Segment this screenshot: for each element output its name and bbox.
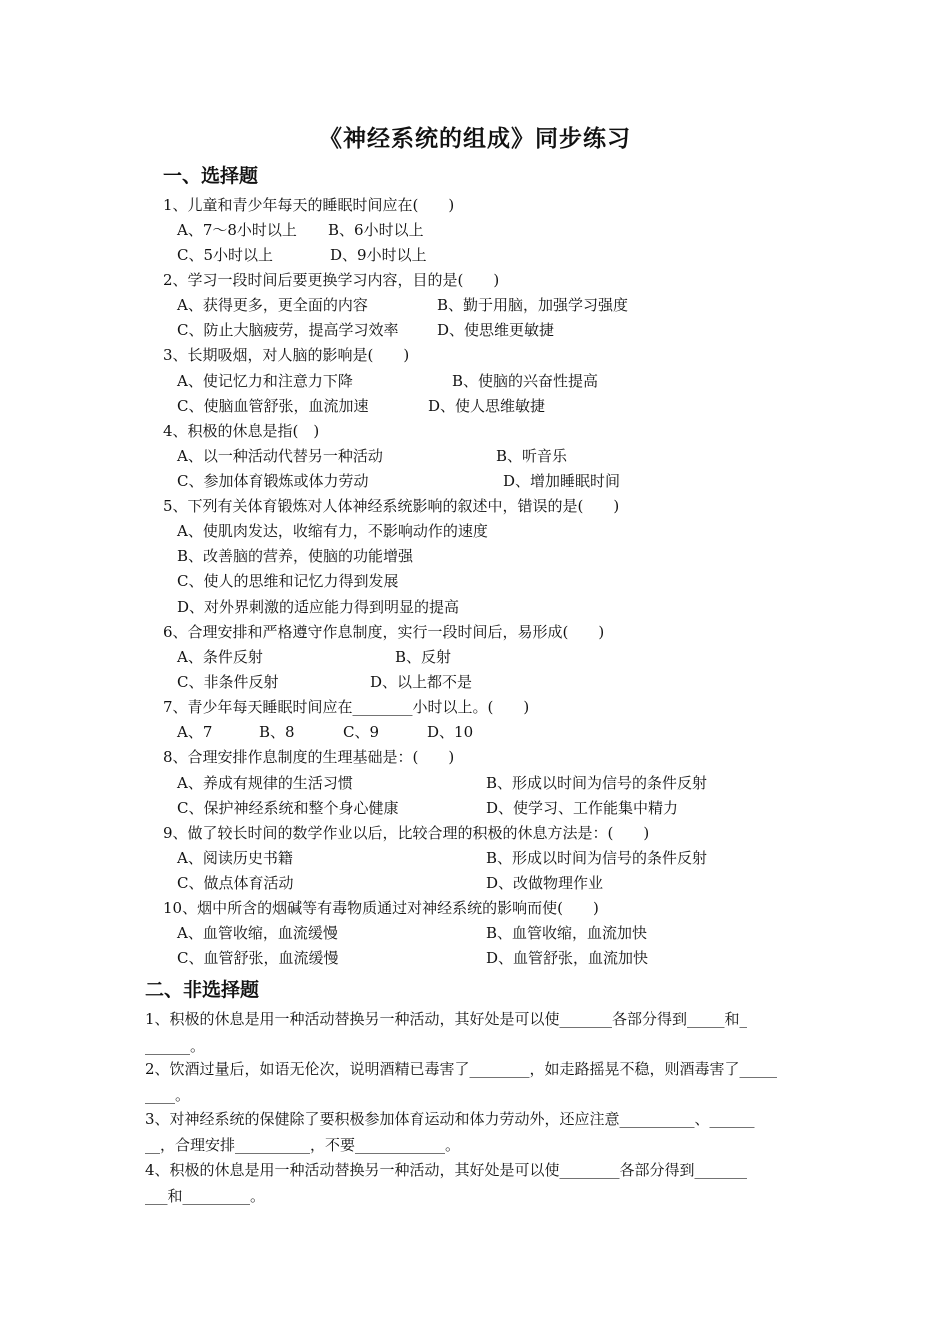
option-a: A、获得更多，更全面的内容	[177, 296, 368, 314]
fill-blank-3-line-1: 3、对神经系统的保健除了要积极参加体育运动和体力劳动外，还应注意__________、______	[145, 1110, 755, 1128]
option-c: C、保护神经系统和整个身心健康	[177, 799, 399, 817]
page-title: 《神经系统的组成》同步练习	[319, 126, 631, 152]
section-heading-non-choice: 二、非选择题	[145, 979, 260, 1001]
option-c: C、使人的思维和记忆力得到发展	[177, 572, 399, 590]
option-c: C、做点体育活动	[177, 874, 294, 892]
option-b: B、勤于用脑，加强学习强度	[437, 296, 629, 314]
option-b: B、改善脑的营养，使脑的功能增强	[177, 547, 414, 565]
option-b: B、形成以时间为信号的条件反射	[486, 849, 708, 867]
fill-blank-1-line-1: 1、积极的休息是用一种活动替换另一种活动，其好处是可以使_______各部分得到_____和_	[145, 1010, 748, 1028]
option-d: D、血管舒张，血流加快	[486, 949, 649, 967]
fill-blank-4-line-2: ___和_________。	[145, 1187, 266, 1205]
option-b: B、形成以时间为信号的条件反射	[486, 774, 708, 792]
question-1: 1、儿童和青少年每天的睡眠时间应在( )	[163, 196, 455, 214]
option-c: C、血管舒张，血流缓慢	[177, 949, 339, 967]
question-7: 7、青少年每天睡眠时间应在________小时以上。( )	[163, 698, 530, 716]
option-b: B、6小时以上	[328, 221, 424, 239]
option-b: B、8	[259, 723, 295, 741]
option-d: D、改做物理作业	[486, 874, 604, 892]
question-9: 9、做了较长时间的数学作业以后，比较合理的积极的休息方法是：( )	[163, 824, 650, 842]
option-a: A、7～8小时以上	[177, 221, 297, 239]
option-a: A、使记忆力和注意力下降	[177, 372, 353, 390]
option-c: C、使脑血管舒张，血流加速	[177, 397, 369, 415]
fill-blank-1-line-2: ______。	[145, 1037, 206, 1055]
option-a: A、条件反射	[177, 648, 263, 666]
question-3: 3、长期吸烟，对人脑的影响是( )	[163, 346, 410, 364]
option-d: D、以上都不是	[370, 673, 473, 691]
option-c: C、非条件反射	[177, 673, 279, 691]
option-d: D、使人思维敏捷	[428, 397, 546, 415]
question-6: 6、合理安排和严格遵守作息制度，实行一段时间后，易形成( )	[163, 623, 605, 641]
option-a: A、7	[177, 723, 213, 741]
fill-blank-2-line-2: ____。	[145, 1086, 191, 1104]
option-d: D、对外界刺激的适应能力得到明显的提高	[177, 598, 460, 616]
option-b: B、听音乐	[496, 447, 568, 465]
option-d: D、增加睡眠时间	[503, 472, 621, 490]
option-d: D、9小时以上	[330, 246, 427, 264]
option-d: D、使思维更敏捷	[437, 321, 555, 339]
option-d: D、10	[427, 723, 474, 741]
fill-blank-3-line-2: __，合理安排__________，不要____________。	[145, 1136, 461, 1154]
section-heading-multiple-choice: 一、选择题	[163, 165, 259, 187]
option-c: C、防止大脑疲劳，提高学习效率	[177, 321, 399, 339]
option-a: A、血管收缩，血流缓慢	[177, 924, 338, 942]
option-b: B、血管收缩，血流加快	[486, 924, 648, 942]
option-a: A、使肌肉发达，收缩有力，不影响动作的速度	[177, 522, 488, 540]
fill-blank-2-line-1: 2、饮酒过量后，如语无伦次，说明酒精已毒害了________，如走路摇晃不稳，则酒毒害了_____	[145, 1060, 778, 1078]
option-b: B、反射	[395, 648, 452, 666]
option-c: C、5小时以上	[177, 246, 274, 264]
option-a: A、阅读历史书籍	[177, 849, 293, 867]
question-5: 5、下列有关体育锻炼对人体神经系统影响的叙述中，错误的是( )	[163, 497, 620, 515]
option-a: A、养成有规律的生活习惯	[177, 774, 353, 792]
option-c: C、9	[343, 723, 380, 741]
option-d: D、使学习、工作能集中精力	[486, 799, 679, 817]
fill-blank-4-line-1: 4、积极的休息是用一种活动替换另一种活动，其好处是可以使________各部分得到_______	[145, 1161, 748, 1179]
question-10: 10、烟中所含的烟碱等有毒物质通过对神经系统的影响而使( )	[163, 899, 599, 917]
option-c: C、参加体育锻炼或体力劳动	[177, 472, 369, 490]
option-b: B、使脑的兴奋性提高	[452, 372, 599, 390]
question-8: 8、合理安排作息制度的生理基础是：( )	[163, 748, 455, 766]
question-2: 2、学习一段时间后要更换学习内容，目的是( )	[163, 271, 500, 289]
question-4: 4、积极的休息是指( )	[163, 422, 320, 440]
option-a: A、以一种活动代替另一种活动	[177, 447, 383, 465]
